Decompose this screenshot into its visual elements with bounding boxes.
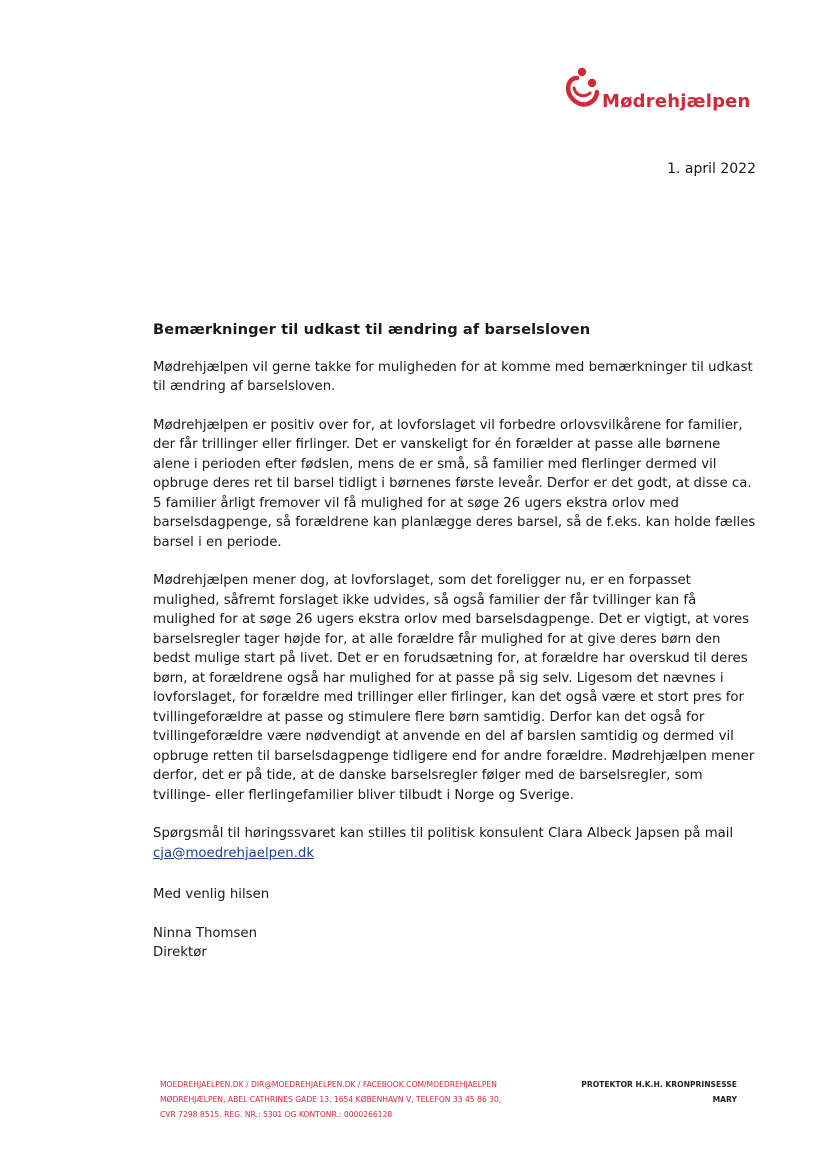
- closing-greeting: Med venlig hilsen: [153, 887, 270, 902]
- heart-figure-icon: [562, 66, 602, 110]
- footer-protector: [581, 1077, 737, 1107]
- body-paragraph-1: Mødrehjælpen vil gerne takke for muligheden for at komme med bemærkninger til udkast til ændring af barselsloven.: [153, 359, 753, 394]
- contact-email-link[interactable]: cja@moedrehjaelpen.dk: [153, 845, 315, 861]
- letter-body: [153, 320, 759, 982]
- body-paragraph-3: Mødrehjælpen mener dog, at lovforslaget, som det foreligger nu, er en forpasset mulighed, såfremt forslaget ikke udvides, så også familier der får tvillinger kan få mulighed for at søge 26 ugers ekstra orlov med barselsdagpenge. Det er vigtigt, at vores barselsregler tager højde for, at alle forældre får mulighed for at give deres børn den bedst mulige start på livet. Det er en forudsætning for, at forældre har overskud til deres børn, at forældrene også har mulighed for at passe på sig selv. Ligesom det nævnes i lovforslaget, for forældre med trillinger eller firlinger, kan det også være et stort pres for tvillingeforældre at passe og stimulere flere børn samtidig. Derfor kan det også for tvillingeforældre være nødvendigt at anvende en del af barslen samtidig og dermed vil opbruge retten til barselsdagpenge tidligere end for andre forældre. Mødrehjælpen mener derfor, det er på tide, at de danske barselsregler følger med de barselsregler, som tvillinge- eller flerlingefamilier bliver tilbudt i Norge og Sverige.: [153, 573, 755, 803]
- protector-line-2: MARY: [712, 1095, 737, 1104]
- protector-line-1: PROTEKTOR H.K.H. KRONPRINSESSE: [581, 1080, 737, 1089]
- signer-role: Direktør: [153, 945, 207, 960]
- footer-line-3: CVR 7298 8515. REG. NR.: 5301 OG KONTONR.: 0000266128: [160, 1110, 393, 1119]
- contact-paragraph: [153, 824, 759, 863]
- letter-title: Bemærkninger til udkast til ændring af barselsloven: [153, 321, 591, 338]
- org-name: Mødrehjælpen: [602, 91, 751, 112]
- signer-name: Ninna Thomsen: [153, 925, 258, 941]
- footer-line-2: MØDREHJÆLPEN, ABEL CATHRINES GADE 13, 1654 KØBENHAVN V, TELEFON 33 45 86 30,: [160, 1095, 502, 1104]
- letter-date: 1. april 2022: [667, 161, 756, 177]
- body-paragraph-2: Mødrehjælpen er positiv over for, at lovforslaget vil forbedre orlovsvilkårene for familier, der får trillinger eller firlinger. Det er vanskeligt for én forælder at passe alle børnene alene i perioden efter fødslen, mens de er små, så familier med flerlinger dermed vil opbruge deres ret til barsel tidligt i børnenes første leveår. Derfor er det godt, at disse ca. 5 familier årligt fremover vil få mulighed for at søge 26 ugers ekstra orlov med barselsdagpenge, så forældrene kan planlægge deres barsel, så de f.eks. kan holde fælles barsel i en periode.: [153, 417, 756, 550]
- contact-text: Spørgsmål til høringssvaret kan stilles til politisk konsulent Clara Albeck Japsen på mail: [153, 826, 734, 841]
- signature-block: [153, 924, 759, 963]
- footer-contact-info: [160, 1077, 501, 1122]
- letterhead-logo: [562, 66, 762, 126]
- footer-line-1: MOEDREHJAELPEN.DK / DIR@MOEDREHJAELPEN.DK / FACEBOOK.COM/MOEDREHJAELPEN: [160, 1080, 497, 1089]
